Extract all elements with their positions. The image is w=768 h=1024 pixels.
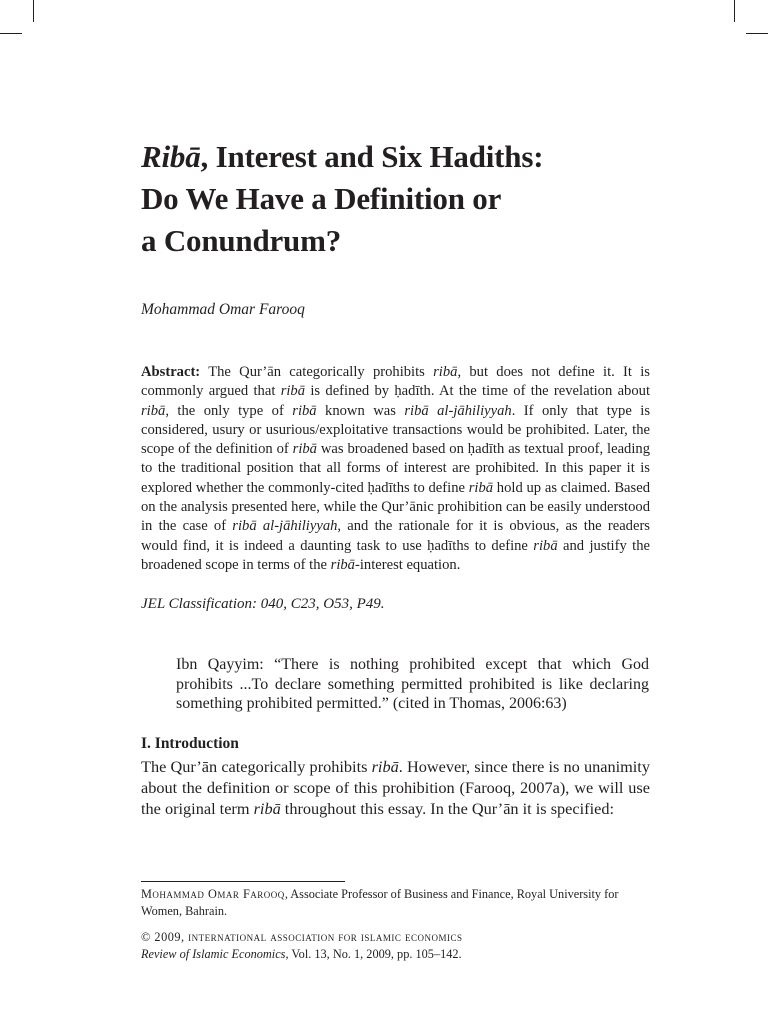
journal-citation	[141, 946, 462, 963]
crop-mark-top-left-vertical	[33, 0, 34, 22]
intro-term: ribā	[371, 757, 399, 776]
abstract-text: hold up as claimed. Based on the analysis presented here, while the Qur’ānic prohibition can be easily understood in the case of	[141, 479, 650, 535]
abstract-term: ribā al-jāhiliyyah	[232, 518, 338, 535]
crop-mark-top-right-horizontal	[746, 33, 768, 34]
paper-title	[141, 136, 661, 262]
abstract-label: Abstract:	[141, 364, 201, 380]
abstract-term: ribā	[468, 479, 494, 496]
footnote-author-name: Mohammad Omar Farooq	[141, 887, 285, 901]
author-name: Mohammad Omar Farooq	[141, 301, 305, 318]
abstract-term: ribā	[533, 537, 558, 554]
crop-mark-top-left-horizontal	[0, 33, 22, 34]
title-italic-word: Ribā	[141, 139, 201, 174]
abstract-text: is defined by ḥadīth. At the time of the revelation about	[305, 383, 651, 400]
abstract-text: The Qur’ān categorically prohibits	[200, 364, 434, 380]
abstract-text: and justify the broadened scope in terms of the	[141, 537, 650, 573]
jel-classification: JEL Classification: 040, C23, O53, P49.	[141, 596, 385, 612]
title-line3: a Conundrum?	[141, 223, 342, 258]
abstract-term: ribā	[280, 383, 306, 400]
intro-text: The Qur’ān categorically prohibits	[141, 757, 372, 776]
epigraph-quote: Ibn Qayyim: “There is nothing prohibited except that which God prohibits ...To declare something permitted prohibited is like declaring something prohibited permitted.” (cited in Thomas, 2006:63)	[176, 656, 649, 712]
crop-mark-top-right-vertical	[734, 0, 735, 22]
abstract-term: ribā	[433, 364, 458, 380]
abstract-text: . If only that type is considered, usury or usurious/exploitative transactions would be prohibited. Later, the scope of the definition of	[141, 402, 650, 458]
abstract-text: , but does not define it. It is commonly argued that	[141, 364, 650, 400]
abstract-term: ribā	[330, 556, 355, 573]
abstract-term: ribā	[141, 402, 166, 419]
intro-term: ribā	[253, 799, 281, 818]
copyright-line: © 2009, international association for islamic economics	[141, 930, 463, 944]
title-line2: Do We Have a Definition or	[141, 181, 502, 216]
title-line1-rest: , Interest and Six Hadiths:	[200, 139, 544, 174]
abstract-text: -interest equation.	[354, 556, 461, 573]
introduction-paragraph	[141, 756, 650, 819]
abstract-paragraph	[141, 363, 650, 575]
abstract-term: ribā	[292, 441, 317, 458]
section-heading: I. Introduction	[141, 735, 239, 752]
intro-text: throughout this essay. In the Qur’ān it is specified:	[280, 799, 614, 818]
abstract-text: , and the rationale for it is obvious, as the readers would find, it is indeed a daunting task to use ḥadīths to define	[141, 518, 650, 554]
abstract-text: known was	[316, 402, 405, 419]
footnote-divider	[141, 881, 345, 882]
author-footnote	[141, 886, 651, 920]
abstract-text: was broadened based on ḥadīth as textual proof, leading to the traditional position that all forms of interest are prohibited. In this paper it is explored whether the commonly-cited ḥadīths to define	[141, 441, 650, 496]
footnote-affiliation: , Associate Professor of Business and Finance, Royal University for Women, Bahrain.	[141, 887, 619, 918]
journal-name: Review of Islamic Economics	[141, 947, 286, 961]
abstract-text: , the only type of	[165, 402, 293, 419]
abstract-term: ribā al-jāhiliyyah	[404, 402, 512, 419]
abstract-term: ribā	[292, 402, 317, 419]
intro-text: . However, since there is no unanimity about the definition or scope of this prohibition (Farooq, 2007a), we will use the original term	[141, 757, 650, 818]
journal-details: , Vol. 13, No. 1, 2009, pp. 105–142.	[285, 947, 462, 961]
